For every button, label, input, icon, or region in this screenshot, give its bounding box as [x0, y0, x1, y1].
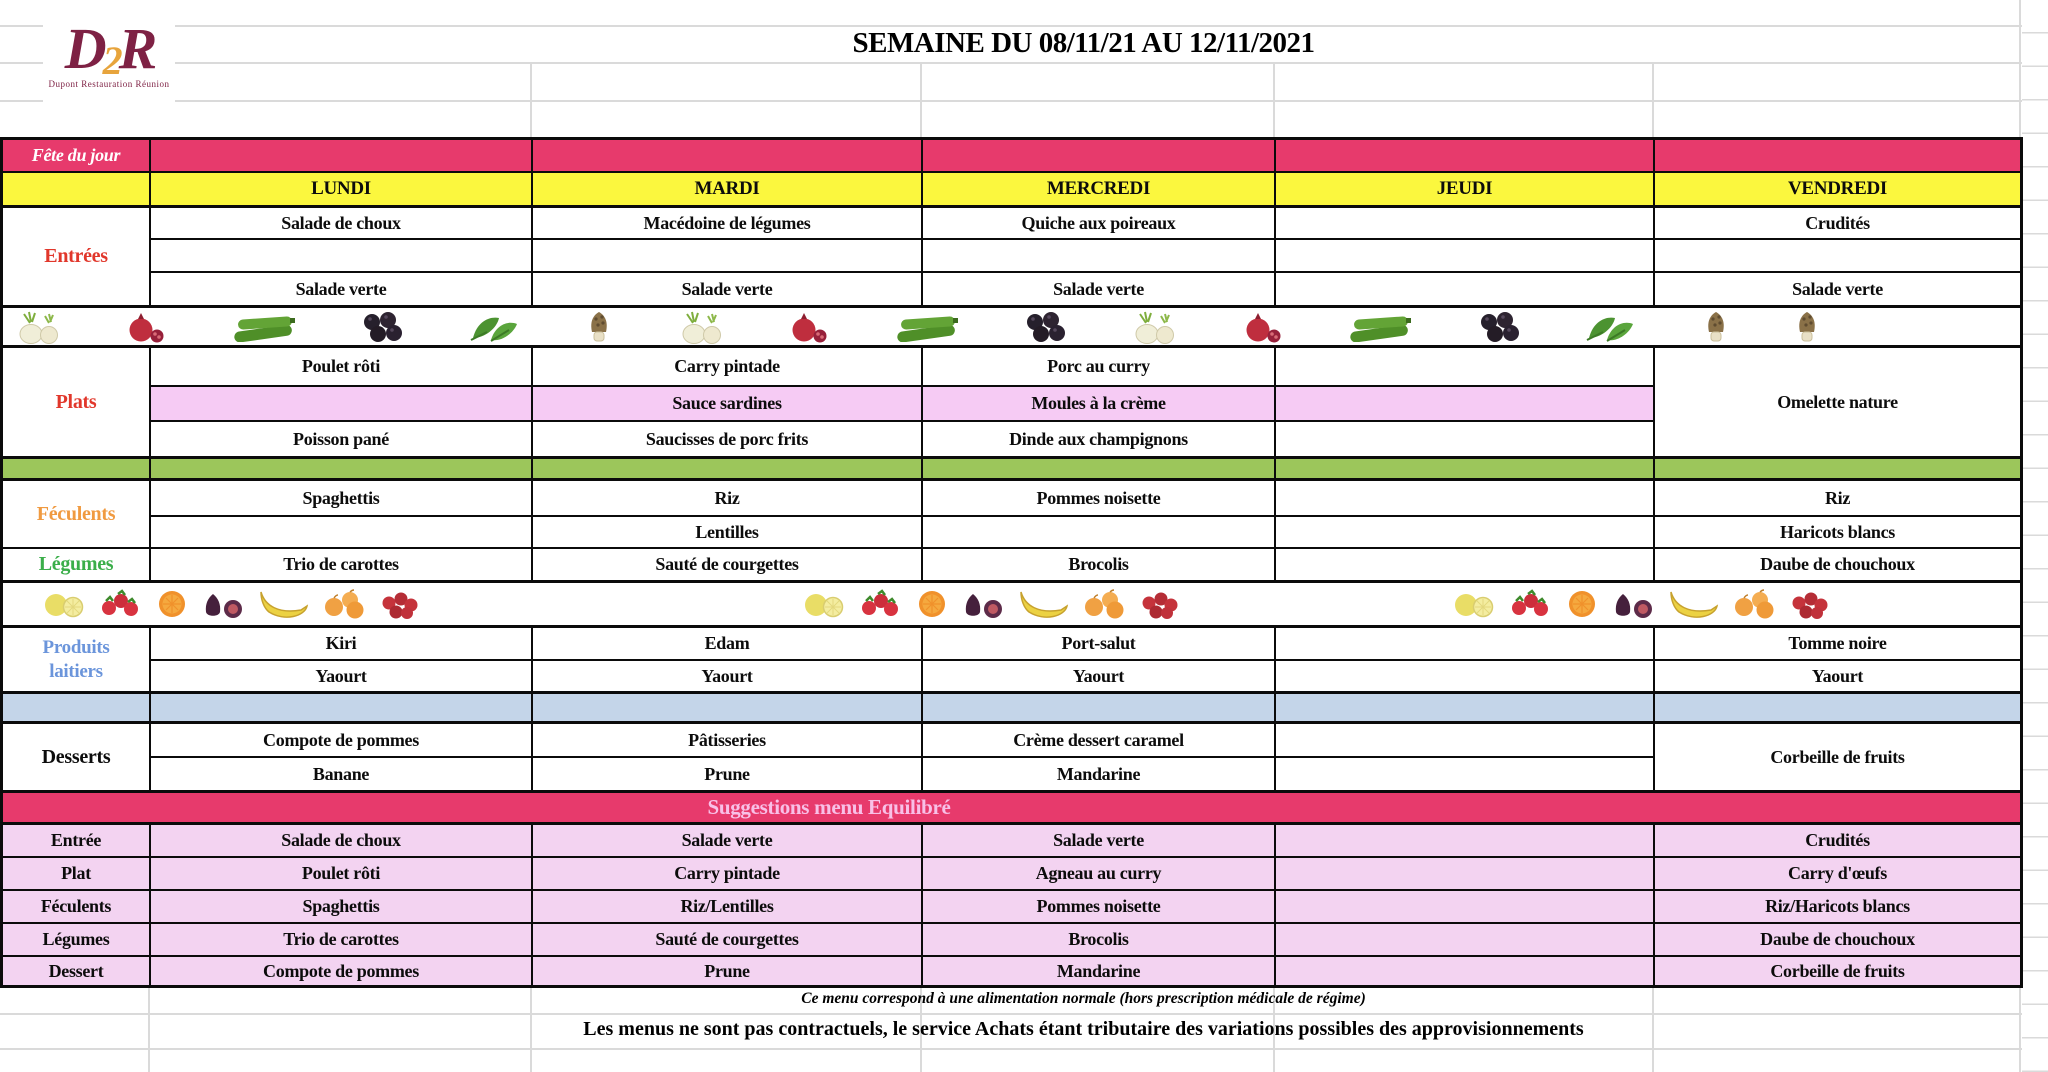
blue-separator-cell	[1654, 692, 2021, 723]
logo-letter-r: R	[118, 15, 154, 81]
menu-cell: Salade verte	[1654, 272, 2021, 306]
suggestions-header	[2, 791, 2021, 824]
menu-cell: Crudités	[1654, 207, 2021, 239]
apricot-icon	[322, 589, 368, 619]
d2r-logo	[43, 6, 175, 106]
section-label-entrees: Entrées	[2, 207, 150, 306]
berries-icon	[379, 589, 421, 619]
menu-cell-merged: Omelette nature	[1654, 347, 2021, 457]
menu-cell: Sauce sardines	[532, 386, 922, 421]
fete-cell	[1654, 139, 2021, 172]
menu-cell	[1275, 480, 1654, 516]
gridline	[1273, 62, 1275, 137]
banana-icon	[1667, 586, 1721, 622]
menu-cell: Crudités	[1654, 824, 2021, 857]
menu-cell	[1654, 239, 2021, 272]
menu-cell	[1275, 757, 1654, 791]
menu-cell: Pâtisseries	[532, 723, 922, 757]
pomegranate-icon	[789, 310, 829, 344]
menu-cell: Yaourt	[1654, 660, 2021, 692]
green-separator-cell	[922, 457, 1275, 480]
menu-cell	[1275, 890, 1654, 923]
weekly-menu-table	[0, 137, 2023, 988]
menu-cell: Salade verte	[922, 824, 1275, 857]
section-label-feculents: Féculents	[2, 480, 150, 548]
gridline	[2019, 0, 2021, 137]
fig-icon	[1612, 588, 1656, 620]
menu-cell: Spaghettis	[150, 480, 532, 516]
menu-cell	[1275, 207, 1654, 239]
olives-icon	[361, 311, 403, 343]
blue-separator-cell	[532, 692, 922, 723]
menu-cell: Agneau au curry	[922, 857, 1275, 890]
zucchini-icon	[895, 312, 959, 342]
suggestion-label-legumes: Légumes	[2, 923, 150, 956]
menu-cell	[1275, 660, 1654, 692]
blue-separator-cell	[2, 692, 150, 723]
menu-cell: Brocolis	[922, 923, 1275, 956]
menu-cell: Sauté de courgettes	[532, 923, 922, 956]
menu-cell: Prune	[532, 956, 922, 986]
olives-icon	[1478, 311, 1520, 343]
menu-cell: Mandarine	[922, 757, 1275, 791]
day-header-lundi: LUNDI	[150, 172, 532, 207]
menu-cell: Compote de pommes	[150, 723, 532, 757]
fete-cell	[532, 139, 922, 172]
banana-icon	[257, 586, 311, 622]
day-header-mercredi: MERCREDI	[922, 172, 1275, 207]
gridline	[0, 62, 2048, 64]
vegetables-banner-row	[3, 309, 2020, 345]
menu-cell: Kiri	[150, 627, 532, 660]
menu-cell	[1275, 386, 1654, 421]
strawberry-icon	[858, 588, 904, 620]
menu-cell: Salade de choux	[150, 824, 532, 857]
vegetables-banner	[2, 306, 2021, 347]
section-label-desserts: Desserts	[2, 723, 150, 791]
menu-cell	[1275, 239, 1654, 272]
fruits-banner-group	[803, 586, 1181, 622]
pomegranate-icon	[126, 310, 166, 344]
pomegranate-icon	[1243, 310, 1283, 344]
fruits-banner-group	[43, 586, 421, 622]
menu-cell: Lentilles	[532, 516, 922, 548]
menu-cell: Pommes noisette	[922, 890, 1275, 923]
menu-cell: Mandarine	[922, 956, 1275, 986]
gridline	[1652, 62, 1654, 137]
label-line: laitiers	[49, 660, 103, 682]
menu-cell: Pommes noisette	[922, 480, 1275, 516]
menu-cell: Compote de pommes	[150, 956, 532, 986]
strawberry-icon	[1508, 588, 1554, 620]
footnote-disclaimer: Les menus ne sont pas contractuels, le service Achats étant tributaire des variations possibles des approvisionnements	[583, 1017, 1584, 1040]
gridline	[0, 100, 2048, 102]
menu-cell: Salade de choux	[150, 207, 532, 239]
blue-separator-cell	[150, 692, 532, 723]
morel-icon	[586, 310, 612, 344]
menu-cell: Salade verte	[532, 272, 922, 306]
green-separator-cell	[150, 457, 532, 480]
menu-cell: Yaourt	[532, 660, 922, 692]
menu-cell: Riz	[1654, 480, 2021, 516]
menu-cell	[1275, 627, 1654, 660]
menu-cell: Carry pintade	[532, 347, 922, 386]
orange-icon	[915, 587, 951, 621]
green-separator-cell	[1654, 457, 2021, 480]
menu-cell: Macédoine de légumes	[532, 207, 922, 239]
gridline	[920, 62, 922, 137]
menu-cell: Edam	[532, 627, 922, 660]
menu-cell: Daube de chouchoux	[1654, 548, 2021, 581]
suggestion-label-plat: Plat	[2, 857, 150, 890]
morel-icon	[1703, 310, 1729, 344]
menu-cell: Brocolis	[922, 548, 1275, 581]
logo-subtitle: Dupont Restauration Réunion	[48, 79, 170, 90]
menu-cell: Haricots blancs	[1654, 516, 2021, 548]
menu-cell	[1275, 421, 1654, 457]
fruits-banner	[2, 581, 2021, 627]
suggestion-label-entree: Entrée	[2, 824, 150, 857]
menu-cell: Port-salut	[922, 627, 1275, 660]
logo-digit-2: 2	[102, 37, 119, 83]
menu-cell	[922, 239, 1275, 272]
fete-du-jour-label: Fête du jour	[2, 139, 150, 172]
day-header-mardi: MARDI	[532, 172, 922, 207]
zucchini-icon	[1348, 312, 1412, 342]
section-label-legumes: Légumes	[2, 548, 150, 581]
menu-cell: Porc au curry	[922, 347, 1275, 386]
fruits-banner-group	[1453, 586, 1831, 622]
green-separator-cell	[2, 457, 150, 480]
menu-cell	[1275, 723, 1654, 757]
olives-icon	[1024, 311, 1066, 343]
berries-icon	[1789, 589, 1831, 619]
strawberry-icon	[98, 588, 144, 620]
menu-cell	[532, 239, 922, 272]
fennel-icon	[678, 309, 724, 345]
morel-icon	[1794, 310, 1820, 344]
green-separator-cell	[1275, 457, 1654, 480]
berries-icon	[1139, 589, 1181, 619]
menu-cell	[1275, 548, 1654, 581]
menu-cell: Poulet rôti	[150, 857, 532, 890]
menu-cell: Spaghettis	[150, 890, 532, 923]
day-header-jeudi: JEUDI	[1275, 172, 1654, 207]
menu-cell: Dinde aux champignons	[922, 421, 1275, 457]
apricot-icon	[1732, 589, 1778, 619]
lemon-icon	[1453, 588, 1497, 620]
menu-cell-merged: Corbeille de fruits	[1654, 723, 2021, 791]
menu-cell	[1275, 347, 1654, 386]
menu-cell: Poulet rôti	[150, 347, 532, 386]
footnote-diet: Ce menu correspond à une alimentation normale (hors prescription médicale de régime)	[801, 990, 1366, 1007]
menu-cell: Yaourt	[922, 660, 1275, 692]
menu-cell: Carry d'œufs	[1654, 857, 2021, 890]
menu-cell: Crème dessert caramel	[922, 723, 1275, 757]
label-line: Produits	[42, 636, 110, 658]
menu-cell	[1275, 923, 1654, 956]
menu-cell: Riz	[532, 480, 922, 516]
orange-icon	[155, 587, 191, 621]
gridline	[0, 1048, 2048, 1050]
section-label-plats: Plats	[2, 347, 150, 457]
menu-cell: Poisson pané	[150, 421, 532, 457]
fete-cell	[1275, 139, 1654, 172]
zucchini-icon	[232, 312, 296, 342]
spinach-icon	[469, 310, 521, 344]
page-title: SEMAINE DU 08/11/21 AU 12/11/2021	[852, 26, 1315, 59]
green-separator-cell	[532, 457, 922, 480]
day-header-empty	[2, 172, 150, 207]
menu-cell: Banane	[150, 757, 532, 791]
menu-cell: Saucisses de porc frits	[532, 421, 922, 457]
blue-separator-cell	[1275, 692, 1654, 723]
lemon-icon	[43, 588, 87, 620]
day-header-vendredi: VENDREDI	[1654, 172, 2021, 207]
menu-cell	[1275, 272, 1654, 306]
menu-cell: Riz/Haricots blancs	[1654, 890, 2021, 923]
apricot-icon	[1082, 589, 1128, 619]
menu-cell: Quiche aux poireaux	[922, 207, 1275, 239]
fete-cell	[150, 139, 532, 172]
spinach-icon	[1585, 310, 1637, 344]
suggestions-header-text: Suggestions menu Equilibré	[707, 795, 951, 820]
menu-cell	[150, 516, 532, 548]
menu-cell: Salade verte	[150, 272, 532, 306]
menu-cell: Daube de chouchoux	[1654, 923, 2021, 956]
suggestion-label-dessert: Dessert	[2, 956, 150, 986]
banana-icon	[1017, 586, 1071, 622]
fennel-icon	[15, 309, 61, 345]
gridline	[530, 62, 532, 137]
menu-cell: Sauté de courgettes	[532, 548, 922, 581]
orange-icon	[1565, 587, 1601, 621]
spreadsheet-margin	[2022, 0, 2048, 1072]
menu-cell	[1275, 956, 1654, 986]
fig-icon	[962, 588, 1006, 620]
menu-cell: Salade verte	[922, 272, 1275, 306]
menu-cell: Trio de carottes	[150, 548, 532, 581]
menu-cell: Trio de carottes	[150, 923, 532, 956]
d2r-logo-text	[64, 15, 154, 83]
menu-cell: Prune	[532, 757, 922, 791]
menu-cell: Tomme noire	[1654, 627, 2021, 660]
menu-cell	[1275, 824, 1654, 857]
menu-cell: Moules à la crème	[922, 386, 1275, 421]
menu-cell: Salade verte	[532, 824, 922, 857]
menu-cell: Carry pintade	[532, 857, 922, 890]
menu-cell: Corbeille de fruits	[1654, 956, 2021, 986]
menu-cell	[150, 386, 532, 421]
suggestion-label-feculents: Féculents	[2, 890, 150, 923]
fig-icon	[202, 588, 246, 620]
section-label-produits-laitiers	[2, 627, 150, 692]
fete-cell	[922, 139, 1275, 172]
menu-cell: Riz/Lentilles	[532, 890, 922, 923]
menu-cell	[1275, 516, 1654, 548]
menu-cell: Yaourt	[150, 660, 532, 692]
blue-separator-cell	[922, 692, 1275, 723]
lemon-icon	[803, 588, 847, 620]
logo-letter-d: D	[64, 15, 103, 81]
menu-cell	[922, 516, 1275, 548]
menu-cell	[150, 239, 532, 272]
menu-cell	[1275, 857, 1654, 890]
gridline	[2019, 984, 2021, 1072]
fennel-icon	[1131, 309, 1177, 345]
